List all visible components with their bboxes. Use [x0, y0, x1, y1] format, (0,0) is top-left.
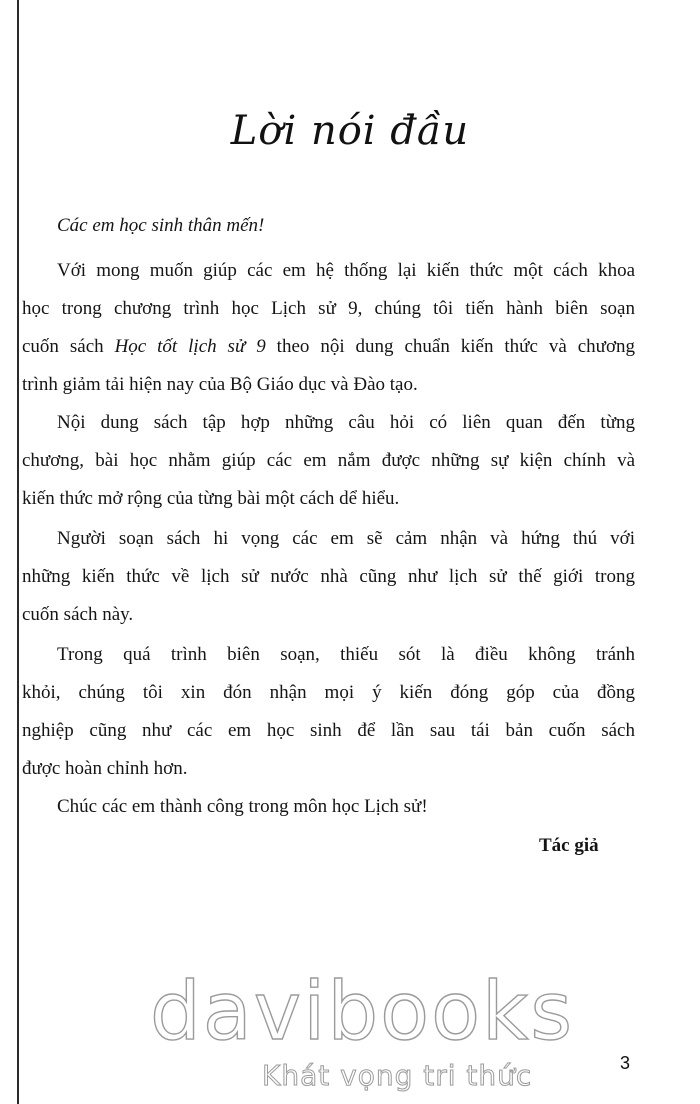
- paragraph-4-line-4: được hoàn chỉnh hơn.: [22, 758, 188, 779]
- page-title: Lời nói đầu: [230, 108, 470, 154]
- paragraph-2-line-2: chương, bài học nhằm giúp các em nắm được những sự kiện chính và: [22, 450, 635, 471]
- paragraph-2-line-3: kiến thức mở rộng của từng bài một cách dể hiểu.: [22, 488, 400, 509]
- book-title: Học tốt lịch sử 9: [114, 336, 266, 357]
- paragraph-3-line-3: cuốn sách này.: [22, 604, 134, 625]
- paragraph-1-line-1: Với mong muốn giúp các em hệ thống lại kiến thức một cách khoa: [57, 260, 635, 281]
- watermark-brand: davibooks: [150, 965, 575, 1058]
- paragraph-1-line-4: trình giảm tải hiện nay của Bộ Giáo dục và Đào tạo.: [22, 374, 418, 395]
- page-number: 3: [620, 1053, 631, 1073]
- paragraph-1-line-3: [22, 337, 635, 356]
- paragraph-4-line-2: khỏi, chúng tôi xin đón nhận mọi ý kiến đóng góp của đồng: [22, 682, 635, 703]
- paragraph-4-line-3: nghiệp cũng như các em học sinh để lần sau tái bản cuốn sách: [22, 720, 635, 741]
- paragraph-1-line-3-start: cuốn sách: [22, 336, 115, 357]
- paragraph-4-line-1: Trong quá trình biên soạn, thiếu sót là điều không tránh: [57, 644, 635, 665]
- paragraph-3-line-1: Người soạn sách hi vọng các em sẽ cảm nhận và hứng thú với: [57, 528, 635, 549]
- paragraph-5-line-1: Chúc các em thành công trong môn học Lịch sử!: [57, 796, 428, 817]
- greeting: Các em học sinh thân mến!: [57, 215, 265, 236]
- paragraph-1-line-3-end: theo nội dung chuẩn kiến thức và chương: [265, 336, 635, 357]
- paragraph-1-line-2: học trong chương trình học Lịch sử 9, chúng tôi tiến hành biên soạn: [22, 298, 635, 319]
- watermark-tagline: Khát vọng tri thức: [262, 1059, 533, 1092]
- page-left-border: [17, 0, 19, 1104]
- paragraph-2-line-1: Nội dung sách tập hợp những câu hỏi có liên quan đến từng: [57, 412, 635, 433]
- paragraph-3-line-2: những kiến thức về lịch sử nước nhà cũng như lịch sử thế giới trong: [22, 566, 635, 587]
- signature: Tác giả: [539, 835, 599, 856]
